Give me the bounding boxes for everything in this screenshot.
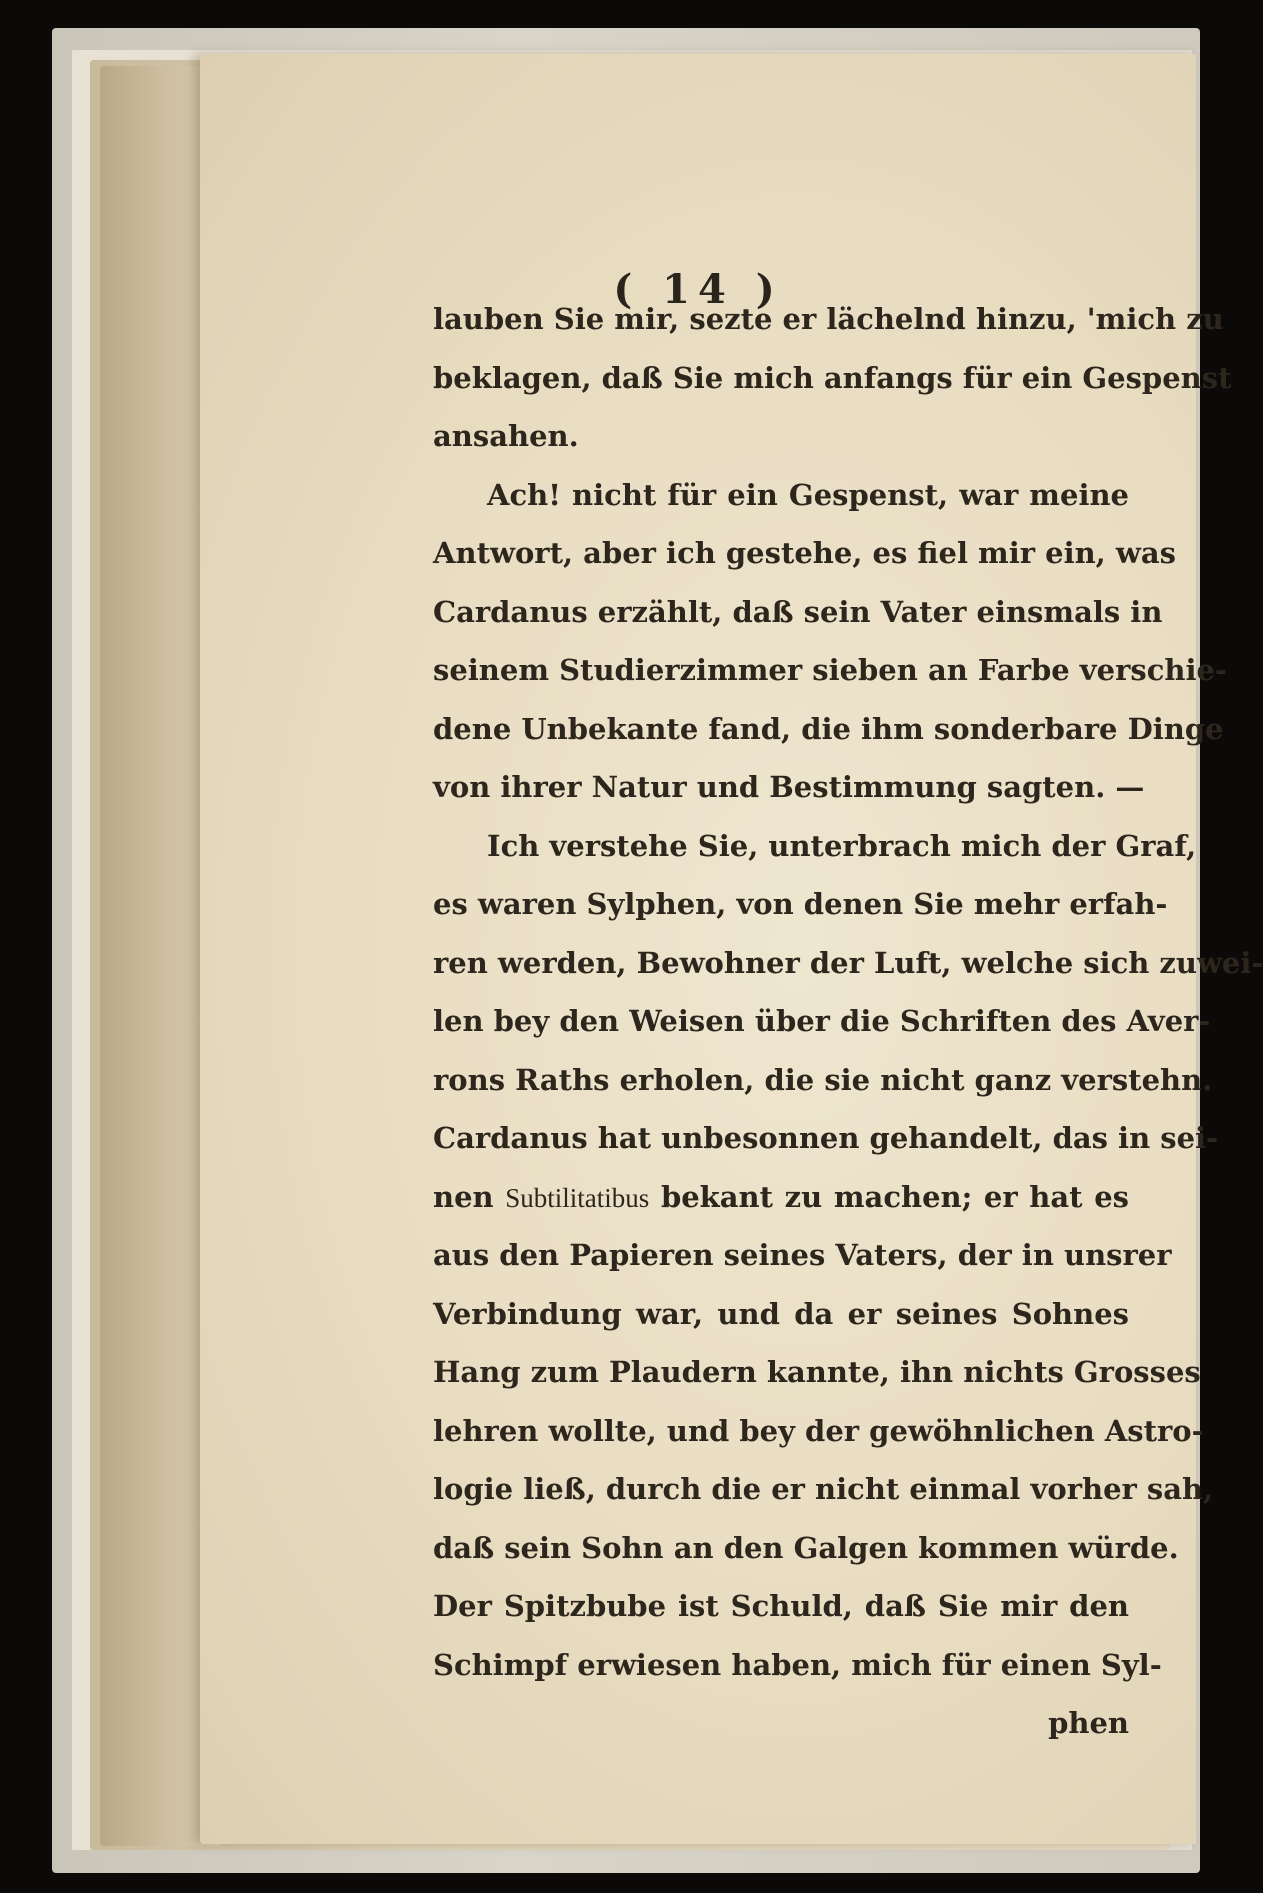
text-line: aus den Papieren seines Vaters, der in unsrer xyxy=(433,1238,1172,1272)
text-line: logie ließ, durch die er nicht einmal vorher sah, xyxy=(433,1472,1214,1506)
text-line: len bey den Weisen über die Schriften des Aver- xyxy=(433,1004,1211,1038)
text-line: seinem Studierzimmer sieben an Farbe verschie- xyxy=(433,653,1227,687)
text-line xyxy=(433,1168,1129,1227)
text-line: rons Raths erholen, die sie nicht ganz verstehn. xyxy=(433,1062,1213,1097)
page-number: ( 14 ) xyxy=(613,266,783,313)
text-line: Ach! nicht für ein Gespenst, war meine xyxy=(487,477,1129,512)
text-line: Cardanus hat unbesonnen gehandelt, das in sei- xyxy=(433,1121,1219,1155)
catchword: phen xyxy=(1048,1706,1129,1740)
text-fragment: nen xyxy=(433,1179,494,1214)
text-line: Ich verstehe Sie, unterbrach mich der Graf, xyxy=(487,828,1197,863)
text-fragment: bekant zu machen; er hat es xyxy=(660,1179,1129,1214)
text-line: Hang zum Plaudern kannte, ihn nichts Grosses xyxy=(433,1355,1201,1389)
text-line: Schimpf erwiesen haben, mich für einen Syl- xyxy=(433,1647,1162,1682)
text-line: lehren wollte, und bey der gewöhnlichen Astro- xyxy=(433,1413,1204,1448)
latin-term: Subtilitatibus xyxy=(505,1182,650,1213)
text-line: ansahen. xyxy=(433,419,579,453)
text-line: es waren Sylphen, von denen Sie mehr erfah- xyxy=(433,887,1168,921)
page-text xyxy=(433,290,1263,1753)
text-line: Antwort, aber ich gestehe, es fiel mir ein, was xyxy=(433,536,1176,570)
text-line: lauben Sie mir, sezte er lächelnd hinzu, 'mich zu xyxy=(433,302,1224,336)
text-line: ren werden, Bewohner der Luft, welche sich zuwei- xyxy=(433,945,1263,980)
text-line: daß sein Sohn an den Galgen kommen würde. xyxy=(433,1530,1179,1565)
text-line: Verbindung war, und da er seines Sohnes xyxy=(433,1296,1129,1331)
text-line: Cardanus erzählt, daß sein Vater einsmals in xyxy=(433,594,1163,629)
text-line: Der Spitzbube ist Schuld, daß Sie mir den xyxy=(433,1589,1129,1623)
text-line: von ihrer Natur und Bestimmung sagten. — xyxy=(433,770,1145,804)
text-line: beklagen, daß Sie mich anfangs für ein Gespenst xyxy=(433,360,1232,395)
text-line: dene Unbekante fand, die ihm sonderbare Dinge xyxy=(433,711,1224,746)
